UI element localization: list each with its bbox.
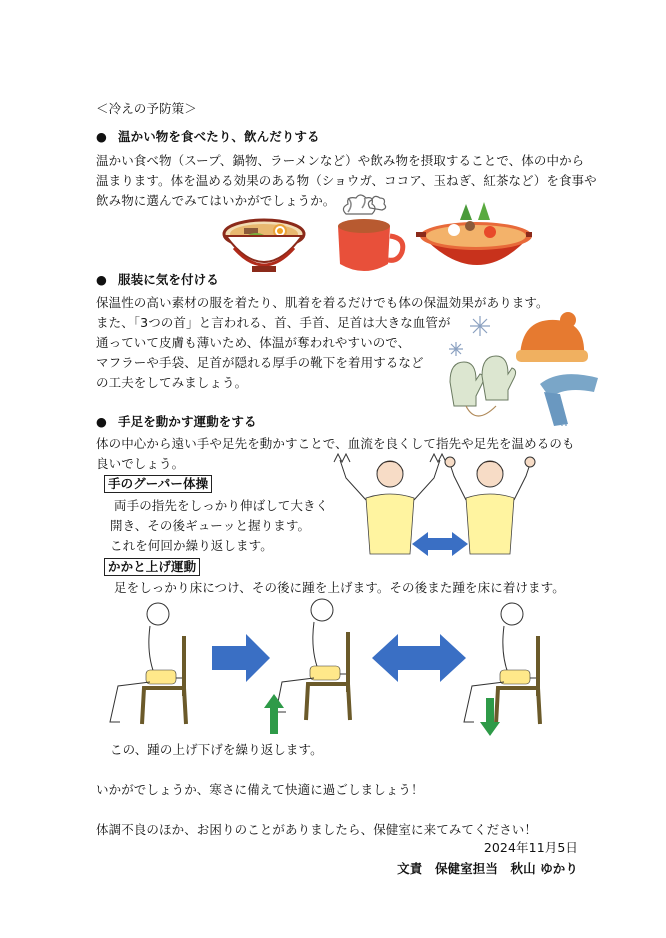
knit-hat-icon bbox=[516, 312, 588, 362]
page-heading: ＜冷えの予防策＞ bbox=[96, 101, 197, 116]
right-arrow-icon bbox=[212, 634, 270, 682]
section1-line: 温まります。体を温める効果のある物（ショウガ、ココア、玉ねぎ、紅茶など）を食事や bbox=[96, 173, 597, 188]
seated-woman-heel-up-icon bbox=[276, 599, 350, 720]
exercise1-line: 両手の指先をしっかり伸ばして大きく bbox=[114, 498, 329, 513]
section3-line: 良いでしょう。 bbox=[96, 456, 185, 471]
mittens-icon bbox=[450, 356, 516, 416]
exercise1-line: 開き、その後ギューッと握ります。 bbox=[110, 518, 311, 533]
section2-line: 通っていて皮膚も薄いため、体温が奪われやすいので、 bbox=[96, 335, 411, 350]
closing-line-2: 体調不良のほか、お困りのことがありましたら、保健室に来てみてください！ bbox=[96, 822, 538, 837]
snowflake-icon bbox=[449, 316, 490, 356]
section3-bullet: ● bbox=[96, 414, 108, 429]
exercise2-label: かかと上げ運動 bbox=[104, 558, 200, 576]
seated-woman-icon bbox=[110, 603, 186, 724]
double-arrow-icon bbox=[412, 532, 468, 556]
section1-line: 温かい食べ物（スープ、鍋物、ラーメンなど）や飲み物を摂取することで、体の中から bbox=[96, 153, 585, 168]
section1-line: 飲み物に選んでみてはいかがでしょうか。 bbox=[96, 193, 336, 208]
section1-title: 温かい物を食べたり、飲んだりする bbox=[118, 129, 320, 144]
section2-line: の工夫をしてみましょう。 bbox=[96, 375, 248, 390]
exercise2-repeat: この、踵の上げ下げを繰り返します。 bbox=[110, 742, 323, 757]
scarf-icon bbox=[540, 374, 598, 426]
exercise1-line: これを何回か繰り返します。 bbox=[110, 538, 273, 553]
section2-line: また、「3つの首」と言われる、首、手首、足首は大きな血管が bbox=[96, 315, 451, 330]
ramen-icon bbox=[224, 220, 304, 272]
section1-bullet: ● bbox=[96, 129, 108, 144]
section3-line: 体の中心から遠い手や足先を動かすことで、血流を良くして指先や足先を温めるのも bbox=[96, 436, 575, 451]
double-arrow-icon bbox=[372, 634, 466, 682]
section2-line: 保温性の高い素材の服を着たり、肌着を着るだけでも体の保温効果があります。 bbox=[96, 295, 549, 310]
hot-pot-icon bbox=[416, 202, 532, 265]
author: 文責 保健室担当 秋山 ゆかり bbox=[397, 861, 578, 876]
section3-title: 手足を動かす運動をする bbox=[118, 414, 257, 429]
section2-title: 服装に気を付ける bbox=[118, 272, 219, 287]
exercise1-label: 手のグーパー体操 bbox=[104, 475, 212, 493]
heel-raise-illustration bbox=[100, 596, 560, 742]
seated-woman-heel-down-icon bbox=[464, 603, 540, 724]
closing-line-1: いかがでしょうか、寒さに備えて快適に過ごしましょう！ bbox=[96, 782, 424, 797]
date: 2024年11月5日 bbox=[483, 840, 578, 855]
hand-exercise-illustration bbox=[330, 452, 550, 570]
up-arrow-icon bbox=[264, 694, 284, 734]
winter-clothes-illustration bbox=[436, 306, 606, 426]
section2-bullet: ● bbox=[96, 272, 108, 287]
section2-line: マフラーや手袋、足首が隠れる厚手の靴下を着用するなど bbox=[96, 355, 424, 370]
exercise2-line: 足をしっかり床につけ、その後に踵を上げます。その後また踵を床に着けます。 bbox=[114, 580, 565, 595]
steam-icon bbox=[340, 194, 388, 222]
